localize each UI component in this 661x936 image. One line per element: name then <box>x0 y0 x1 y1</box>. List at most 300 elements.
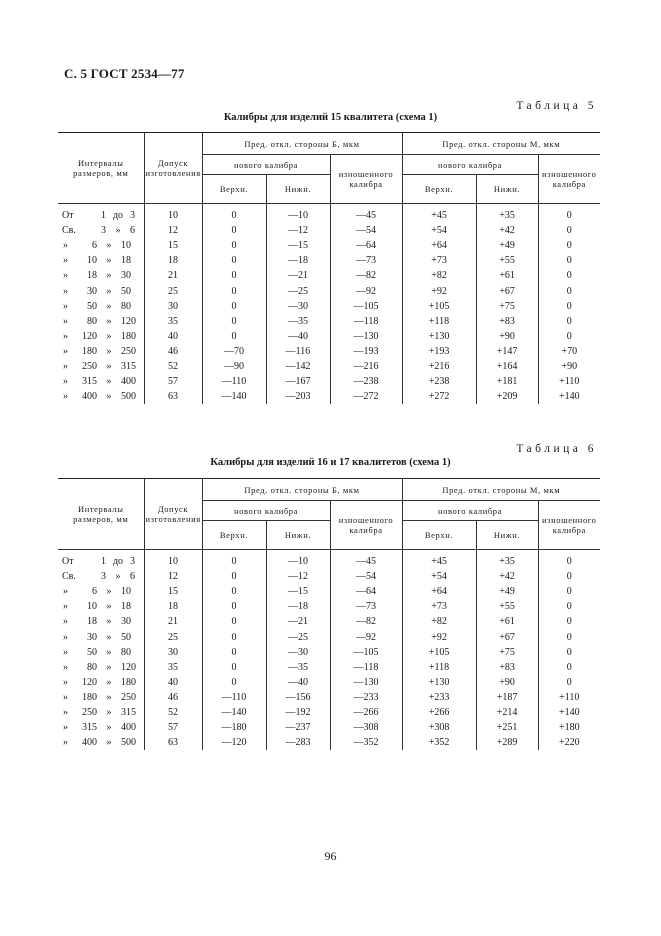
interval-mid: » <box>106 345 112 357</box>
interval-to: 400 <box>121 376 136 388</box>
page-header: С. 5 ГОСТ 2534—77 <box>64 66 185 81</box>
interval-from: 80 <box>87 315 97 327</box>
interval-cell <box>58 204 144 224</box>
side-b-upper-cell: 0 <box>202 569 266 584</box>
interval-qualifier: От <box>62 556 74 568</box>
side-m-lower-cell: +164 <box>476 359 538 374</box>
side-m-worn-cell: +110 <box>538 690 600 705</box>
side-b-lower-cell: —237 <box>266 720 330 735</box>
interval-qualifier: » <box>63 661 68 673</box>
side-b-worn-cell: —105 <box>330 645 402 660</box>
side-b-lower-cell: —10 <box>266 204 330 224</box>
interval-from: 180 <box>82 691 97 703</box>
lower-header: Нижн. <box>476 521 538 550</box>
side-m-worn-cell: 0 <box>538 584 600 599</box>
side-b-upper-cell: —140 <box>202 705 266 720</box>
side-b-worn-cell: —82 <box>330 268 402 283</box>
side-b-worn-cell: —45 <box>330 550 402 570</box>
interval-cell <box>58 645 144 660</box>
interval-mid: » <box>106 376 112 388</box>
interval-to: 50 <box>121 631 131 643</box>
side-m-worn-cell: 0 <box>538 569 600 584</box>
interval-to: 30 <box>121 616 131 628</box>
interval-to: 3 <box>130 556 135 568</box>
interval-mid: » <box>106 722 112 734</box>
table-row <box>58 389 600 404</box>
side-m-upper-cell: +92 <box>402 629 476 644</box>
interval-mid: » <box>115 225 121 237</box>
side-b-upper-cell: 0 <box>202 599 266 614</box>
new-gauge-header: нового калибра <box>202 501 330 521</box>
side-b-upper-cell: —110 <box>202 374 266 389</box>
interval-from: 3 <box>101 571 106 583</box>
side-b-upper-cell: 0 <box>202 299 266 314</box>
interval-mid: » <box>106 240 112 252</box>
side-m-upper-cell: +82 <box>402 268 476 283</box>
interval-qualifier: » <box>63 285 68 297</box>
interval-qualifier: » <box>63 300 68 312</box>
interval-qualifier: » <box>63 601 68 613</box>
interval-cell <box>58 629 144 644</box>
side-m-upper-cell: +308 <box>402 720 476 735</box>
side-m-upper-cell: +233 <box>402 690 476 705</box>
side-m-upper-cell: +54 <box>402 569 476 584</box>
table-row <box>58 629 600 644</box>
upper-header: Верхн. <box>402 175 476 204</box>
tolerance-cell: 15 <box>144 238 202 253</box>
side-m-upper-cell: +272 <box>402 389 476 404</box>
side-b-upper-cell: —70 <box>202 344 266 359</box>
interval-cell <box>58 299 144 314</box>
side-m-worn-cell: 0 <box>538 238 600 253</box>
side-m-upper-cell: +92 <box>402 283 476 298</box>
side-m-lower-cell: +35 <box>476 204 538 224</box>
side-m-upper-cell: +266 <box>402 705 476 720</box>
side-m-worn-cell: 0 <box>538 645 600 660</box>
table-row <box>58 569 600 584</box>
side-b-upper-cell: 0 <box>202 584 266 599</box>
side-b-lower-cell: —15 <box>266 584 330 599</box>
side-m-upper-cell: +82 <box>402 614 476 629</box>
side-b-upper-cell: 0 <box>202 253 266 268</box>
interval-mid: » <box>106 586 112 598</box>
lower-header: Нижн. <box>476 175 538 204</box>
side-m-upper-cell: +105 <box>402 645 476 660</box>
interval-to: 180 <box>121 676 136 688</box>
side-m-upper-cell: +64 <box>402 238 476 253</box>
side-b-upper-cell: 0 <box>202 204 266 224</box>
interval-qualifier: » <box>63 315 68 327</box>
side-m-upper-cell: +193 <box>402 344 476 359</box>
side-b-lower-cell: —21 <box>266 614 330 629</box>
interval-qualifier: » <box>63 586 68 598</box>
table-row <box>58 204 600 224</box>
table-row <box>58 660 600 675</box>
tolerance-cell: 25 <box>144 629 202 644</box>
tolerance-cell: 21 <box>144 268 202 283</box>
interval-cell <box>58 374 144 389</box>
interval-to: 400 <box>121 722 136 734</box>
page-number: 96 <box>324 849 337 863</box>
interval-cell <box>58 614 144 629</box>
interval-mid: » <box>106 330 112 342</box>
side-b-worn-cell: —105 <box>330 299 402 314</box>
interval-mid: » <box>106 737 112 749</box>
side-b-worn-cell: —272 <box>330 389 402 404</box>
interval-cell <box>58 675 144 690</box>
side-m-lower-cell: +187 <box>476 690 538 705</box>
interval-cell <box>58 359 144 374</box>
table-row <box>58 599 600 614</box>
side-b-lower-cell: —167 <box>266 374 330 389</box>
interval-to: 315 <box>121 706 136 718</box>
table-row <box>58 314 600 329</box>
interval-mid: » <box>106 285 112 297</box>
side-m-lower-cell: +55 <box>476 599 538 614</box>
side-b-worn-cell: —64 <box>330 238 402 253</box>
interval-from: 120 <box>82 330 97 342</box>
interval-qualifier: » <box>63 676 68 688</box>
interval-qualifier: » <box>63 706 68 718</box>
side-b-worn-cell: —130 <box>330 329 402 344</box>
tolerance-cell: 15 <box>144 584 202 599</box>
tolerance-cell: 46 <box>144 344 202 359</box>
side-b-upper-cell: 0 <box>202 550 266 570</box>
side-b-upper-cell: 0 <box>202 268 266 283</box>
side-b-lower-cell: —30 <box>266 299 330 314</box>
interval-to: 80 <box>121 300 131 312</box>
side-b-upper-cell: —180 <box>202 720 266 735</box>
interval-cell <box>58 584 144 599</box>
interval-cell <box>58 344 144 359</box>
side-b-upper-cell: —110 <box>202 690 266 705</box>
tolerance-cell: 25 <box>144 283 202 298</box>
interval-qualifier: » <box>63 376 68 388</box>
interval-from: 3 <box>101 225 106 237</box>
side-b-header: Пред. откл. стороны Б, мкм <box>202 479 402 501</box>
interval-from: 6 <box>92 586 97 598</box>
interval-qualifier: » <box>63 360 68 372</box>
tolerance-cell: 52 <box>144 359 202 374</box>
tolerance-cell: 18 <box>144 599 202 614</box>
tolerance-cell: 52 <box>144 705 202 720</box>
interval-qualifier: » <box>63 646 68 658</box>
interval-mid: » <box>106 676 112 688</box>
interval-from: 250 <box>82 360 97 372</box>
side-m-lower-cell: +251 <box>476 720 538 735</box>
new-gauge-header: нового калибра <box>402 501 538 521</box>
tolerance-cell: 57 <box>144 720 202 735</box>
side-m-upper-cell: +118 <box>402 660 476 675</box>
interval-mid: до <box>112 210 124 222</box>
side-b-upper-cell: 0 <box>202 629 266 644</box>
side-m-worn-cell: 0 <box>538 629 600 644</box>
interval-mid: » <box>106 691 112 703</box>
table-row <box>58 253 600 268</box>
side-b-worn-cell: —193 <box>330 344 402 359</box>
tolerance-cell: 10 <box>144 204 202 224</box>
side-b-upper-cell: 0 <box>202 645 266 660</box>
side-m-upper-cell: +216 <box>402 359 476 374</box>
table-row <box>58 268 600 283</box>
side-m-header: Пред. откл. стороны М, мкм <box>402 479 600 501</box>
gauge-table-6 <box>58 478 600 750</box>
interval-qualifier: » <box>63 330 68 342</box>
table-label: Таблица 5 <box>516 100 597 112</box>
interval-qualifier: От <box>62 210 74 222</box>
side-b-worn-cell: —92 <box>330 283 402 298</box>
interval-from: 180 <box>82 345 97 357</box>
tolerance-cell: 30 <box>144 645 202 660</box>
side-m-lower-cell: +214 <box>476 705 538 720</box>
table-row <box>58 223 600 238</box>
side-m-worn-cell: +220 <box>538 735 600 750</box>
interval-mid: » <box>106 616 112 628</box>
side-m-worn-cell: 0 <box>538 299 600 314</box>
interval-from: 400 <box>82 737 97 749</box>
interval-cell <box>58 238 144 253</box>
interval-to: 30 <box>121 270 131 282</box>
side-b-upper-cell: 0 <box>202 614 266 629</box>
side-b-upper-cell: —90 <box>202 359 266 374</box>
interval-cell <box>58 705 144 720</box>
side-m-lower-cell: +61 <box>476 268 538 283</box>
side-m-upper-cell: +54 <box>402 223 476 238</box>
worn-gauge-header: изношенного калибра <box>330 501 402 550</box>
upper-header: Верхн. <box>402 521 476 550</box>
intervals-header: Интервалы размеров, мм <box>58 479 144 550</box>
side-b-header: Пред. откл. стороны Б, мкм <box>202 133 402 155</box>
tolerance-header: Допуск изготовления <box>144 133 202 204</box>
interval-to: 250 <box>121 345 136 357</box>
interval-cell <box>58 720 144 735</box>
side-m-lower-cell: +147 <box>476 344 538 359</box>
tolerance-cell: 35 <box>144 314 202 329</box>
table-title: Калибры для изделий 15 квалитета (схема 1) <box>223 112 438 123</box>
side-m-worn-cell: 0 <box>538 329 600 344</box>
side-b-lower-cell: —156 <box>266 690 330 705</box>
interval-to: 80 <box>121 646 131 658</box>
interval-cell <box>58 329 144 344</box>
tolerance-cell: 40 <box>144 329 202 344</box>
worn-gauge-header: изношенного калибра <box>538 155 600 204</box>
interval-mid: » <box>106 706 112 718</box>
table-label: Таблица 6 <box>516 443 597 455</box>
tolerance-cell: 63 <box>144 389 202 404</box>
side-m-lower-cell: +67 <box>476 629 538 644</box>
side-b-upper-cell: 0 <box>202 660 266 675</box>
interval-qualifier: » <box>63 255 68 267</box>
side-m-lower-cell: +49 <box>476 238 538 253</box>
side-m-worn-cell: +140 <box>538 705 600 720</box>
interval-mid: » <box>106 601 112 613</box>
interval-mid: » <box>106 391 112 403</box>
interval-cell <box>58 599 144 614</box>
tolerance-cell: 30 <box>144 299 202 314</box>
table-row <box>58 374 600 389</box>
table-row <box>58 690 600 705</box>
interval-from: 80 <box>87 661 97 673</box>
interval-to: 10 <box>121 240 131 252</box>
interval-cell <box>58 283 144 298</box>
side-m-worn-cell: 0 <box>538 599 600 614</box>
interval-from: 6 <box>92 240 97 252</box>
table-row <box>58 720 600 735</box>
lower-header: Нижн. <box>266 521 330 550</box>
interval-cell <box>58 314 144 329</box>
interval-from: 120 <box>82 676 97 688</box>
worn-gauge-header: изношенного калибра <box>538 501 600 550</box>
interval-to: 315 <box>121 360 136 372</box>
side-b-lower-cell: —283 <box>266 735 330 750</box>
tolerance-cell: 57 <box>144 374 202 389</box>
table-row <box>58 735 600 750</box>
table-6-section <box>58 478 600 750</box>
interval-to: 6 <box>130 225 135 237</box>
side-m-lower-cell: +42 <box>476 223 538 238</box>
side-m-upper-cell: +73 <box>402 253 476 268</box>
side-m-upper-cell: +130 <box>402 675 476 690</box>
interval-cell <box>58 550 144 570</box>
interval-to: 3 <box>130 210 135 222</box>
side-b-lower-cell: —40 <box>266 329 330 344</box>
table-row <box>58 299 600 314</box>
interval-from: 250 <box>82 706 97 718</box>
side-m-upper-cell: +45 <box>402 550 476 570</box>
table-row <box>58 675 600 690</box>
tolerance-cell: 21 <box>144 614 202 629</box>
side-b-worn-cell: —233 <box>330 690 402 705</box>
interval-from: 18 <box>87 270 97 282</box>
tolerance-cell: 12 <box>144 569 202 584</box>
tolerance-cell: 63 <box>144 735 202 750</box>
side-m-lower-cell: +67 <box>476 283 538 298</box>
interval-from: 10 <box>87 601 97 613</box>
interval-from: 50 <box>87 646 97 658</box>
table-row <box>58 705 600 720</box>
table-row <box>58 329 600 344</box>
interval-cell <box>58 253 144 268</box>
side-m-upper-cell: +352 <box>402 735 476 750</box>
tolerance-cell: 35 <box>144 660 202 675</box>
interval-to: 180 <box>121 330 136 342</box>
gauge-table-5 <box>58 132 600 404</box>
interval-to: 120 <box>121 315 136 327</box>
side-b-worn-cell: —73 <box>330 599 402 614</box>
side-m-lower-cell: +61 <box>476 614 538 629</box>
side-b-lower-cell: —21 <box>266 268 330 283</box>
table-row <box>58 550 600 570</box>
side-m-worn-cell: 0 <box>538 204 600 224</box>
side-b-lower-cell: —25 <box>266 283 330 298</box>
interval-mid: » <box>106 646 112 658</box>
side-b-worn-cell: —352 <box>330 735 402 750</box>
interval-mid: » <box>106 255 112 267</box>
tolerance-cell: 46 <box>144 690 202 705</box>
side-m-lower-cell: +181 <box>476 374 538 389</box>
side-m-upper-cell: +73 <box>402 599 476 614</box>
interval-qualifier: » <box>63 737 68 749</box>
table-5-section <box>58 132 600 404</box>
side-b-lower-cell: —10 <box>266 550 330 570</box>
side-m-worn-cell: 0 <box>538 283 600 298</box>
interval-from: 10 <box>87 255 97 267</box>
interval-qualifier: » <box>63 391 68 403</box>
table-row <box>58 614 600 629</box>
interval-qualifier: » <box>63 240 68 252</box>
side-b-upper-cell: 0 <box>202 314 266 329</box>
table-row <box>58 359 600 374</box>
interval-cell <box>58 735 144 750</box>
interval-cell <box>58 690 144 705</box>
interval-mid: » <box>106 300 112 312</box>
table-row <box>58 283 600 298</box>
side-m-lower-cell: +35 <box>476 550 538 570</box>
side-b-worn-cell: —82 <box>330 614 402 629</box>
side-m-lower-cell: +289 <box>476 735 538 750</box>
side-m-worn-cell: +90 <box>538 359 600 374</box>
side-b-worn-cell: —308 <box>330 720 402 735</box>
interval-from: 1 <box>101 210 106 222</box>
side-b-worn-cell: —54 <box>330 569 402 584</box>
interval-from: 18 <box>87 616 97 628</box>
side-b-worn-cell: —54 <box>330 223 402 238</box>
side-m-lower-cell: +90 <box>476 329 538 344</box>
side-b-lower-cell: —35 <box>266 660 330 675</box>
side-b-lower-cell: —12 <box>266 569 330 584</box>
side-m-header: Пред. откл. стороны М, мкм <box>402 133 600 155</box>
side-m-worn-cell: +180 <box>538 720 600 735</box>
side-b-lower-cell: —25 <box>266 629 330 644</box>
interval-cell <box>58 389 144 404</box>
interval-from: 30 <box>87 631 97 643</box>
interval-cell <box>58 268 144 283</box>
upper-header: Верхн. <box>202 521 266 550</box>
tolerance-cell: 10 <box>144 550 202 570</box>
side-b-worn-cell: —64 <box>330 584 402 599</box>
side-m-worn-cell: 0 <box>538 550 600 570</box>
lower-header: Нижн. <box>266 175 330 204</box>
side-m-lower-cell: +42 <box>476 569 538 584</box>
side-m-worn-cell: 0 <box>538 314 600 329</box>
side-b-lower-cell: —18 <box>266 253 330 268</box>
side-m-upper-cell: +64 <box>402 584 476 599</box>
side-b-upper-cell: 0 <box>202 238 266 253</box>
interval-from: 1 <box>101 556 106 568</box>
side-m-worn-cell: 0 <box>538 268 600 283</box>
side-b-upper-cell: 0 <box>202 223 266 238</box>
interval-from: 400 <box>82 391 97 403</box>
side-m-upper-cell: +105 <box>402 299 476 314</box>
side-b-worn-cell: —238 <box>330 374 402 389</box>
worn-gauge-header: изношенного калибра <box>330 155 402 204</box>
interval-cell <box>58 223 144 238</box>
side-b-lower-cell: —35 <box>266 314 330 329</box>
table-body <box>58 204 600 405</box>
interval-mid: » <box>106 270 112 282</box>
side-m-lower-cell: +75 <box>476 645 538 660</box>
interval-qualifier: » <box>63 722 68 734</box>
interval-mid: до <box>112 556 124 568</box>
side-m-lower-cell: +75 <box>476 299 538 314</box>
side-b-worn-cell: —118 <box>330 660 402 675</box>
side-m-worn-cell: +110 <box>538 374 600 389</box>
interval-mid: » <box>115 571 121 583</box>
interval-mid: » <box>106 661 112 673</box>
side-b-upper-cell: 0 <box>202 329 266 344</box>
new-gauge-header: нового калибра <box>202 155 330 175</box>
interval-qualifier: Св. <box>62 225 76 237</box>
